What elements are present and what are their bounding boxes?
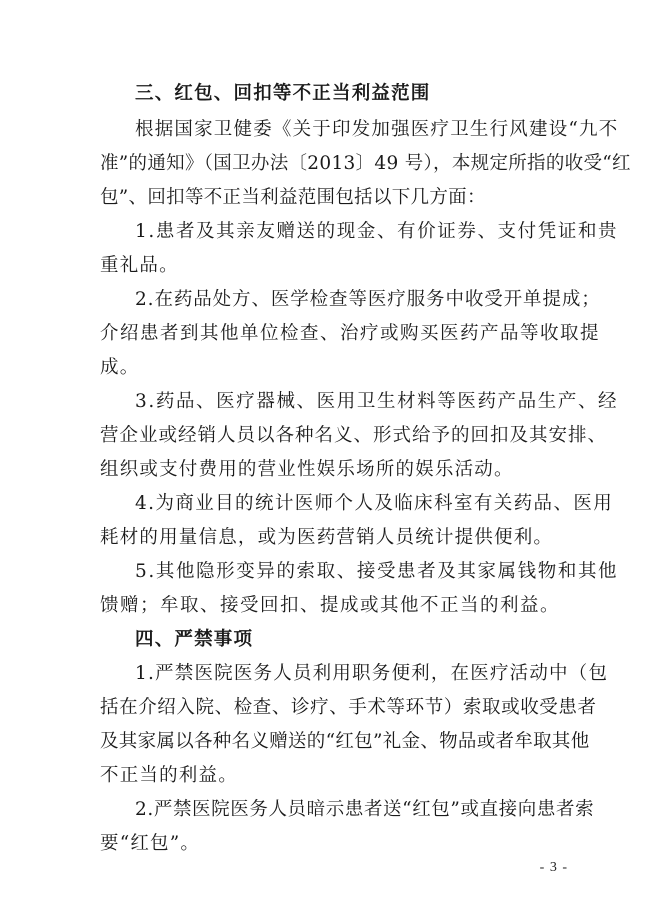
s3-item-2-line-2: 介绍患者到其他单位检查、治疗或购买医药产品等收取提 bbox=[100, 323, 601, 344]
s4-item-1-line-1: 1.严禁医院医务人员利用职务便利，在医疗活动中（包 bbox=[135, 663, 609, 684]
s3-item-2-line-3: 成。 bbox=[100, 357, 140, 378]
s3-item-5-line-2: 馈赠；牟取、接受回扣、提成或其他不正当的利益。 bbox=[100, 595, 561, 616]
s3-item-5-line-1: 5.其他隐形变异的索取、接受患者及其家属钱物和其他 bbox=[135, 561, 619, 582]
s3-item-4-line-2: 耗材的用量信息，或为医药营销人员统计提供便利。 bbox=[100, 527, 554, 548]
s3-item-2-line-1: 2.在药品处方、医学检查等医疗服务中收受开单提成； bbox=[135, 289, 601, 310]
s3-item-3-line-1: 3.药品、医疗器械、医用卫生材料等医药产品生产、经 bbox=[135, 391, 619, 412]
s4-item-1-line-4: 不正当的利益。 bbox=[100, 765, 238, 786]
intro-line-2: 准”的通知》（国卫办法〔2013〕49 号），本规定所指的收受“红 bbox=[100, 153, 631, 174]
s4-item-1-line-3: 及其家属以各种名义赠送的“红包”礼金、物品或者牟取其他 bbox=[100, 731, 590, 752]
page-number: - 3 - bbox=[539, 860, 568, 875]
s4-item-2-line-2: 要“红包”。 bbox=[100, 833, 201, 854]
s3-item-1-line-1: 1.患者及其亲友赠送的现金、有价证券、支付凭证和贵 bbox=[135, 221, 619, 242]
s3-item-3-line-2: 营企业或经销人员以各种名义、形式给予的回扣及其安排、 bbox=[100, 425, 608, 446]
section-4-heading: 四、严禁事项 bbox=[135, 629, 254, 650]
s4-item-2-line-1: 2.严禁医院医务人员暗示患者送“红包”或直接向患者索 bbox=[135, 799, 595, 820]
intro-line-1: 根据国家卫健委《关于印发加强医疗卫生行风建设“九不 bbox=[135, 119, 619, 140]
s4-item-1-line-2: 括在介绍入院、检查、诊疗、手术等环节）索取或收受患者 bbox=[100, 697, 597, 718]
section-3-heading: 三、红包、回扣等不正当利益范围 bbox=[135, 83, 431, 104]
s3-item-1-line-2: 重礼品。 bbox=[100, 255, 179, 276]
intro-line-3: 包”、回扣等不正当利益范围包括以下几方面： bbox=[100, 187, 486, 208]
s3-item-3-line-3: 组织或支付费用的营业性娱乐场所的娱乐活动。 bbox=[100, 459, 514, 480]
s3-item-4-line-1: 4.为商业目的统计医师个人及临床科室有关药品、医用 bbox=[135, 493, 614, 514]
